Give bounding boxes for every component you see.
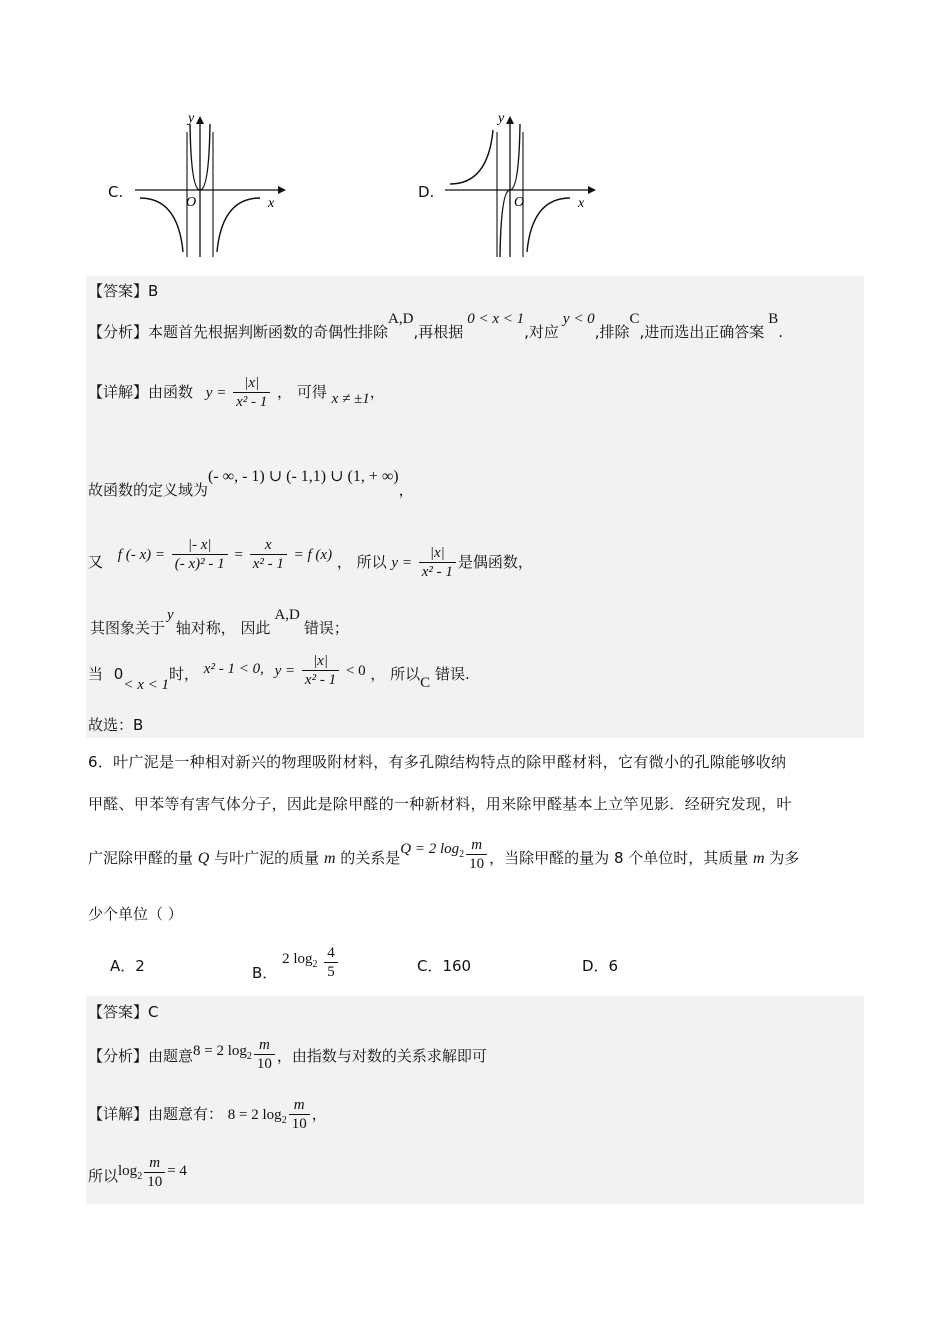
q6-option-a: A．2 — [110, 957, 145, 975]
fraction: $\frac{x}{\text{x² - 1}}$ — [250, 536, 287, 573]
q6-formula: Q = 2 $\log_2$ — [400, 841, 465, 860]
y-axis-label: y — [188, 112, 195, 126]
q5-even-function: 又 f (- x) = $\frac{|- x|}{\text{(- x)² - 1}}$ = $\frac{x}{\text{x² - 1}}$ = f (x) ， 所以 y = $\frac{|x|}{\text{x² - 1}}$ 是偶函数， — [88, 537, 533, 580]
x-axis-label: x — [578, 196, 585, 211]
fraction: $\frac{|x|}{\text{x² - 1}}$ — [419, 544, 456, 581]
fraction: $\frac{|x|}{\text{x² - 1}}$ — [233, 374, 270, 411]
q6-so: 所以$\log_2$ $\frac{m}{10}$ = 4 — [88, 1155, 187, 1190]
fraction: $\frac{m}{10}$ — [254, 1036, 275, 1073]
x-axis-arrow — [588, 186, 596, 194]
q6-stem-line3: 广泥除甲醛的量 Q 与叶广泥的质量 m 的关系是Q = 2 $\log_2$ $\frac{m}{10}$ ，当除甲醛的量为 8 个单位时，其质量 m 为多 — [88, 837, 800, 872]
y-axis-label: y — [498, 112, 505, 126]
y-axis-arrow — [506, 116, 514, 124]
curve-right-branch — [527, 198, 570, 252]
origin-label: O — [186, 195, 197, 210]
q5-choose: 故选：B — [88, 716, 144, 734]
curve-right-branch — [217, 198, 260, 252]
q5-domain: 故函数的定义域为(- ∞, - 1) ∪ (- 1,1) ∪ (1, + ∞)， — [88, 468, 414, 499]
origin-label: O — [514, 195, 525, 210]
fraction: $\frac{|- x|}{\text{(- x)² - 1}}$ — [172, 536, 228, 573]
q6-option-b: B． 2 $\log_2$ $\frac{4}{5}$ — [252, 940, 340, 977]
y-axis-arrow — [196, 116, 204, 124]
curve-left-branch — [140, 198, 183, 252]
graph-option-c — [130, 112, 290, 262]
q6-answer: 【答案】C — [88, 1003, 159, 1021]
q6-detail: 【详解】由题意有： 8 = 2 $\log_2$ $\frac{m}{10}$ ， — [88, 1097, 327, 1132]
q5-answer: 【答案】B — [88, 282, 159, 300]
fraction: $\frac{m}{10}$ — [466, 836, 487, 873]
q6-analysis: 【分析】由题意8 = 2 $\log_2$ $\frac{m}{10}$ ，由指数与对数的关系求解即可 — [88, 1037, 487, 1072]
q5-analysis: 【分析】本题首先根据判断函数的奇偶性排除A,D,再根据0 < x < 1,对应y < 0,排除C,进而选出正确答案B. — [88, 311, 784, 341]
fraction: $\frac{m}{10}$ — [144, 1154, 165, 1191]
q5-detail: 【详解】由函数 y = $\frac{|x|}{\text{x² - 1}}$ ， 可得 x ≠ ±1， — [88, 375, 385, 410]
fraction: $\frac{m}{10}$ — [289, 1096, 310, 1133]
option-c-label: C. — [108, 183, 124, 201]
q6-stem-line4: 少个单位（ ） — [88, 905, 183, 923]
q6-option-d: D．6 — [582, 957, 619, 975]
q6-stem-line1: 6．叶广泥是一种相对新兴的物理吸附材料，有多孔隙结构特点的除甲醛材料，它有微小的孔隙能够收纳 — [88, 753, 787, 771]
x-axis-arrow — [278, 186, 286, 194]
fraction: $\frac{4}{5}$ — [324, 944, 338, 981]
x-axis-label: x — [268, 196, 275, 211]
q5-symmetry: 其图象关于y轴对称， 因此A,D错误； — [90, 607, 349, 637]
q5-when: 当 0< x < 1时， x² - 1 < 0, y = $\frac{|x|}{\text{x² - 1}}$ < 0 ， 所以C 错误. — [88, 653, 470, 693]
curve-left-branch — [450, 130, 493, 184]
fraction: $\frac{|x|}{\text{x² - 1}}$ — [302, 652, 339, 689]
graph-option-d — [440, 112, 600, 262]
option-d-label: D. — [418, 183, 435, 201]
q6-option-c: C．160 — [417, 957, 472, 975]
q6-stem-line2: 甲醛、甲苯等有害气体分子，因此是除甲醛的一种新材料，用来除甲醛基本上立竿见影．经研究发现，叶 — [88, 795, 792, 813]
